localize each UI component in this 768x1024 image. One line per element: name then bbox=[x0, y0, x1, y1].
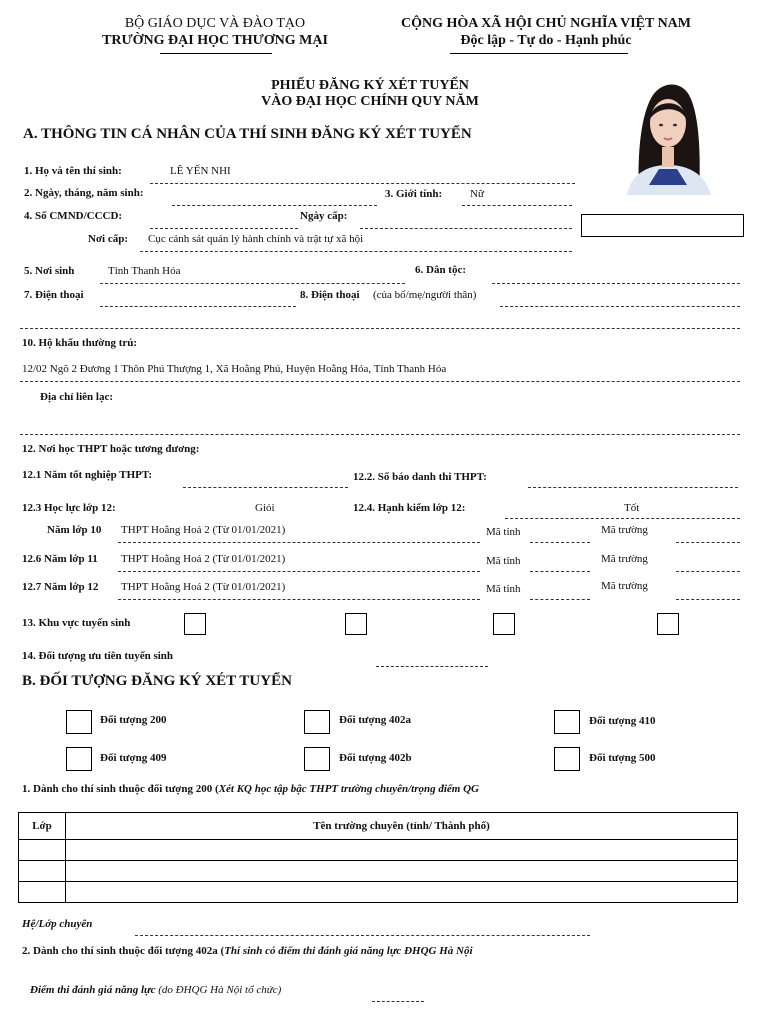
residence-value: 12/02 Ngõ 2 Đương 1 Thôn Phú Thượng 1, Xã Hoằng Phú, Huyện Hoằng Hóa, Tỉnh Thanh Hóa bbox=[22, 363, 447, 375]
school-row-code-field[interactable] bbox=[676, 599, 740, 600]
option-402b-checkbox[interactable] bbox=[304, 747, 330, 771]
issue-place-label: Nơi cấp: bbox=[88, 233, 129, 245]
subsection-200-heading bbox=[22, 783, 479, 795]
school-row-code: Mã trường bbox=[601, 580, 648, 592]
id-label: 4. Số CMND/CCCD: bbox=[24, 210, 123, 222]
grad-year-field[interactable] bbox=[183, 487, 348, 488]
school-row-name: THPT Hoằng Hoá 2 (Từ 01/01/2021) bbox=[121, 524, 286, 536]
school-row-field[interactable] bbox=[118, 571, 480, 572]
conduct-field[interactable] bbox=[505, 518, 740, 519]
ethnicity-label: 6. Dân tộc: bbox=[415, 264, 467, 276]
table-header-row bbox=[19, 813, 738, 840]
priority-label: 14. Đối tượng ưu tiên tuyển sinh bbox=[22, 650, 174, 662]
score-field[interactable] bbox=[372, 1001, 424, 1002]
region-checkbox-3[interactable] bbox=[493, 613, 515, 635]
school-row-province-field[interactable] bbox=[530, 542, 590, 543]
gifted-class-label: Hệ/Lớp chuyên bbox=[22, 918, 93, 930]
academic-label: 12.3 Học lực lớp 12: bbox=[22, 502, 116, 514]
academic-value: Giỏi bbox=[255, 502, 275, 514]
header-underline-left bbox=[160, 53, 272, 54]
school-row-code-field[interactable] bbox=[676, 571, 740, 572]
option-500-checkbox[interactable] bbox=[554, 747, 580, 771]
issue-date-label: Ngày cấp: bbox=[300, 210, 348, 222]
birthplace-value: Tỉnh Thanh Hóa bbox=[108, 265, 181, 277]
option-500-label: Đối tượng 500 bbox=[589, 752, 656, 764]
option-409-checkbox[interactable] bbox=[66, 747, 92, 771]
table-cell[interactable] bbox=[66, 882, 738, 903]
ministry-name: BỘ GIÁO DỤC VÀ ĐÀO TẠO bbox=[124, 16, 306, 31]
school-row-name: THPT Hoằng Hoá 2 (Từ 01/01/2021) bbox=[121, 581, 286, 593]
header-underline-right bbox=[450, 53, 628, 54]
table-cell[interactable] bbox=[66, 861, 738, 882]
school-row-province: Mã tỉnh bbox=[486, 583, 521, 595]
subsection-200-italic: Xét KQ học tập bậc THPT trường chuyên/trọng điểm QG bbox=[218, 783, 479, 795]
birthplace-field[interactable] bbox=[100, 283, 405, 284]
table-header-class: Lớp bbox=[19, 813, 66, 840]
option-402b-label: Đối tượng 402b bbox=[339, 752, 412, 764]
table-row[interactable] bbox=[19, 840, 738, 861]
issue-place-field[interactable] bbox=[140, 251, 572, 252]
region-checkbox-1[interactable] bbox=[184, 613, 206, 635]
section-a-heading: A. THÔNG TIN CÁ NHÂN CỦA THÍ SINH ĐĂNG KÝ XÉT TUYỂN bbox=[23, 126, 472, 142]
school-row-province: Mã tỉnh bbox=[486, 555, 521, 567]
school-row-province: Mã tỉnh bbox=[486, 526, 521, 538]
residence-label: 10. Hộ khẩu thường trú: bbox=[22, 337, 138, 349]
parent-phone-field[interactable] bbox=[500, 306, 740, 307]
birthplace-label: 5. Nơi sinh bbox=[24, 265, 75, 277]
name-field[interactable] bbox=[150, 183, 575, 184]
score-label: Điểm thi đánh giá năng lực bbox=[30, 984, 156, 996]
university-name: TRƯỜNG ĐẠI HỌC THƯƠNG MẠI bbox=[102, 33, 328, 48]
table-cell[interactable] bbox=[19, 861, 66, 882]
dob-field[interactable] bbox=[172, 205, 377, 206]
school-row-name: THPT Hoằng Hoá 2 (Từ 01/01/2021) bbox=[121, 553, 286, 565]
residence-field[interactable] bbox=[20, 381, 740, 382]
school-row-province-field[interactable] bbox=[530, 599, 590, 600]
national-motto: Độc lập - Tự do - Hạnh phúc bbox=[460, 33, 632, 48]
school-row-code-field[interactable] bbox=[676, 542, 740, 543]
school-row-province-field[interactable] bbox=[530, 571, 590, 572]
subsection-200-bold: 1. Dành cho thí sinh thuộc đối tượng 200 ( bbox=[22, 783, 219, 795]
phone-field[interactable] bbox=[100, 306, 296, 307]
name-label: 1. Họ và tên thí sinh: bbox=[24, 165, 122, 177]
option-410-checkbox[interactable] bbox=[554, 710, 580, 734]
subsection-402a-italic: Thí sinh có điểm thi đánh giá năng lực ĐHQG Hà Nội bbox=[224, 945, 473, 957]
region-checkbox-2[interactable] bbox=[345, 613, 367, 635]
option-402a-checkbox[interactable] bbox=[304, 710, 330, 734]
school-row-label: 12.6 Năm lớp 11 bbox=[22, 553, 98, 565]
form-title-line2: VÀO ĐẠI HỌC CHÍNH QUY NĂM bbox=[261, 94, 479, 109]
ethnicity-field[interactable] bbox=[492, 283, 740, 284]
form-title-line1: PHIẾU ĐĂNG KÝ XÉT TUYỂN bbox=[271, 78, 469, 93]
exam-number-label: 12.2. Số báo danh thi THPT: bbox=[353, 471, 487, 483]
conduct-value: Tốt bbox=[624, 502, 640, 514]
contact-address-label: Địa chỉ liên lạc: bbox=[40, 391, 114, 403]
gender-field[interactable] bbox=[462, 205, 572, 206]
dob-label: 2. Ngày, tháng, năm sinh: bbox=[24, 187, 144, 199]
gifted-class-field[interactable] bbox=[135, 935, 590, 936]
table-cell[interactable] bbox=[19, 882, 66, 903]
school-row-field[interactable] bbox=[118, 599, 480, 600]
school-label: 12. Nơi học THPT hoặc tương đương: bbox=[22, 443, 200, 455]
exam-number-field[interactable] bbox=[528, 487, 738, 488]
option-410-label: Đối tượng 410 bbox=[589, 715, 656, 727]
school-row-code: Mã trường bbox=[601, 524, 648, 536]
grad-year-label: 12.1 Năm tốt nghiệp THPT: bbox=[22, 469, 153, 481]
score-note: (do ĐHQG Hà Nội tổ chức) bbox=[158, 984, 282, 996]
phone-extra-line[interactable] bbox=[20, 328, 740, 329]
option-200-checkbox[interactable] bbox=[66, 710, 92, 734]
id-field[interactable] bbox=[150, 228, 298, 229]
school-row-code: Mã trường bbox=[601, 553, 648, 565]
gifted-school-table bbox=[18, 812, 738, 903]
school-row-label: 12.7 Năm lớp 12 bbox=[22, 581, 99, 593]
option-409-label: Đối tượng 409 bbox=[100, 752, 167, 764]
table-cell[interactable] bbox=[19, 840, 66, 861]
school-row-field[interactable] bbox=[118, 542, 480, 543]
section-b-heading: B. ĐỐI TƯỢNG ĐĂNG KÝ XÉT TUYỂN bbox=[22, 673, 292, 689]
phone-label: 7. Điện thoại bbox=[24, 289, 84, 301]
parent-phone-note: (của bố/mẹ/người thân) bbox=[373, 289, 477, 301]
subsection-402a-heading bbox=[22, 945, 473, 957]
option-402a-label: Đối tượng 402a bbox=[339, 714, 411, 726]
subsection-402a-bold: 2. Dành cho thí sinh thuộc đối tượng 402a ( bbox=[22, 945, 225, 957]
contact-address-field[interactable] bbox=[20, 434, 740, 435]
table-row[interactable] bbox=[19, 882, 738, 903]
table-row[interactable] bbox=[19, 861, 738, 882]
issue-date-field[interactable] bbox=[360, 228, 572, 229]
school-row-label: Năm lớp 10 bbox=[47, 524, 102, 536]
option-200-label: Đối tượng 200 bbox=[100, 714, 167, 726]
name-value: LÊ YẾN NHI bbox=[170, 165, 231, 177]
priority-field[interactable] bbox=[376, 666, 488, 667]
score-label-line bbox=[30, 984, 281, 996]
table-header-school: Tên trường chuyên (tỉnh/ Thành phố) bbox=[66, 813, 738, 840]
gender-label: 3. Giới tính: bbox=[385, 188, 443, 200]
republic-name: CỘNG HÒA XÃ HỘI CHỦ NGHĨA VIỆT NAM bbox=[400, 16, 691, 31]
blank-box[interactable] bbox=[581, 214, 744, 237]
conduct-label: 12.4. Hạnh kiểm lớp 12: bbox=[353, 502, 466, 514]
table-cell[interactable] bbox=[66, 840, 738, 861]
parent-phone-label: 8. Điện thoại bbox=[300, 289, 360, 301]
gender-value: Nữ bbox=[470, 188, 484, 200]
issue-place-value: Cục cảnh sát quản lý hành chính và trật tự xã hội bbox=[148, 233, 364, 245]
region-label: 13. Khu vực tuyển sinh bbox=[22, 617, 131, 629]
applicant-photo bbox=[619, 73, 717, 195]
region-checkbox-4[interactable] bbox=[657, 613, 679, 635]
